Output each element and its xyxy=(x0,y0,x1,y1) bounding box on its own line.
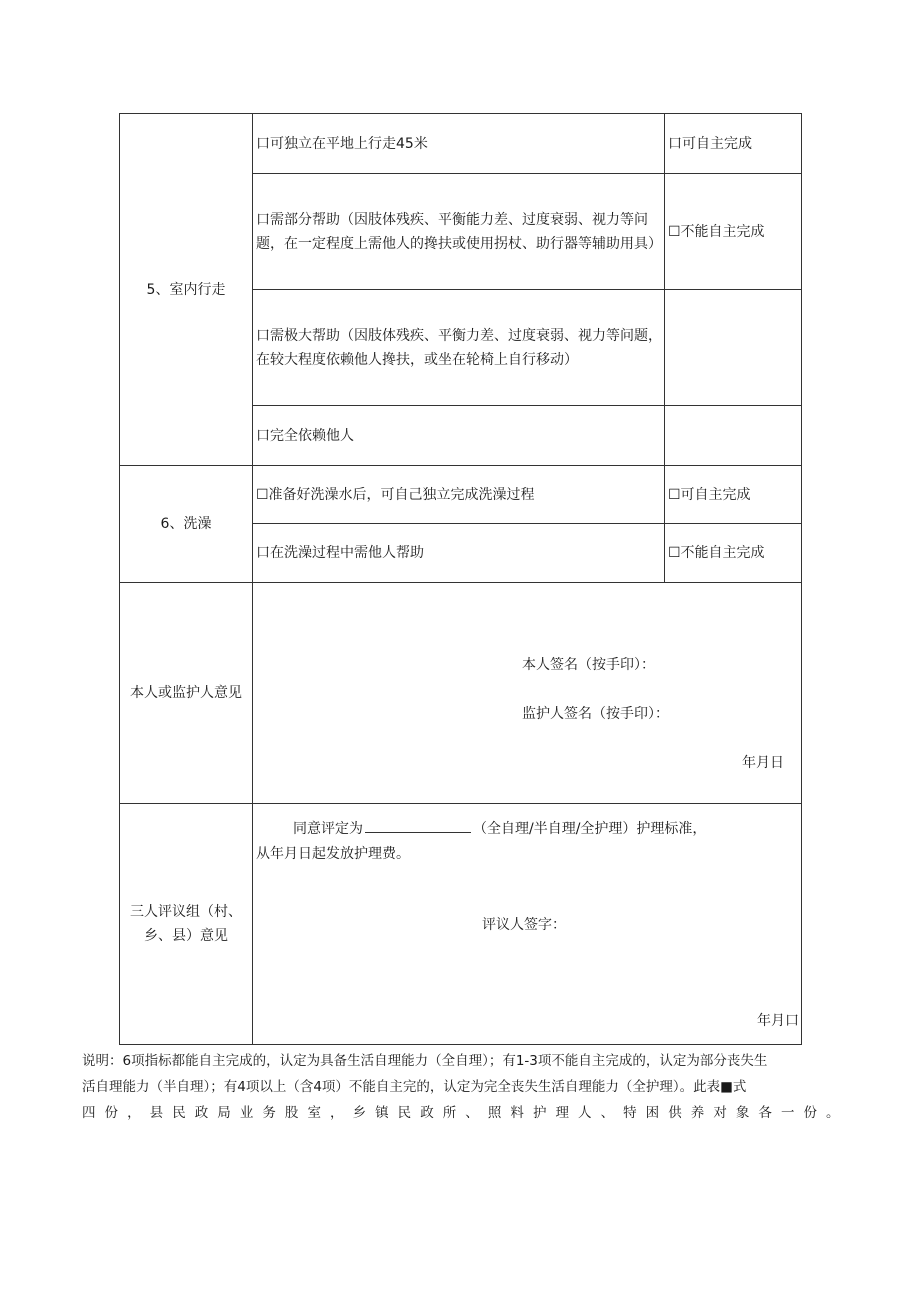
panel-opinion-cell xyxy=(253,804,802,1045)
note-char: ， xyxy=(127,1105,141,1121)
note-char: 一 xyxy=(780,1105,795,1121)
note-char: 务 xyxy=(262,1105,276,1121)
result-checkbox[interactable]: ☐不能自主完成 xyxy=(665,174,802,290)
self-opinion-label: 本人或监护人意见 xyxy=(120,583,253,804)
result-empty xyxy=(665,290,802,406)
note-line-3 xyxy=(82,1100,840,1126)
note-char: 护 xyxy=(532,1105,547,1121)
note-char: 民 xyxy=(397,1105,412,1121)
note-char: 民 xyxy=(172,1105,186,1121)
result-checkbox[interactable]: 口可自主完成 xyxy=(665,114,802,174)
option-checkbox[interactable]: 口需极大帮助（因肢体残疾、平衡力差、过度衰弱、视力等问题，在较大程度依赖他人搀扶，或坐在轮椅上自行移动） xyxy=(253,290,665,406)
note-char: 业 xyxy=(239,1105,254,1121)
option-checkbox[interactable]: 口完全依赖他人 xyxy=(253,406,665,466)
note-char: 份 xyxy=(803,1105,817,1121)
panel-signature-field[interactable]: 评议人签字： xyxy=(482,917,566,933)
option-checkbox[interactable]: 口需部分帮助（因肢体残疾、平衡能力差、过度衰弱、视力等问题，在一定程度上需他人的搀扶或使用拐杖、助行器等辅助用具） xyxy=(253,174,665,290)
note-line-1: 说明：6项指标都能自主完成的，认定为具备生活自理能力（全自理）；有1-3项不能自主完成的，认定为部分丧失生 xyxy=(82,1053,768,1069)
note-char: 人 xyxy=(578,1105,592,1121)
result-empty xyxy=(665,406,802,466)
note-char: 、 xyxy=(600,1105,615,1121)
agree-suffix: （全自理/半自理/全护理）护理标准， xyxy=(473,821,707,837)
note-char: 供 xyxy=(668,1105,682,1121)
self-opinion-cell xyxy=(253,583,802,804)
note-char: 理 xyxy=(555,1105,569,1121)
level-blank-field[interactable] xyxy=(365,818,471,833)
explanation-note xyxy=(82,1048,840,1126)
note-char: 政 xyxy=(420,1105,434,1121)
note-char: 困 xyxy=(645,1105,660,1121)
result-checkbox[interactable]: ☐可自主完成 xyxy=(665,466,802,524)
note-char: 四 xyxy=(82,1105,96,1121)
panel-opinion-label xyxy=(120,804,253,1045)
note-char: 对 xyxy=(713,1105,727,1121)
panel-label-line1: 三人评议组（村、 xyxy=(130,904,242,920)
panel-opinion-date[interactable]: 年月口 xyxy=(757,1013,799,1029)
item-label-bathing: 6、洗澡 xyxy=(120,466,253,583)
note-char: 局 xyxy=(217,1105,231,1121)
note-char: 养 xyxy=(690,1105,705,1121)
note-char: 特 xyxy=(623,1105,637,1121)
result-checkbox[interactable]: ☐不能自主完成 xyxy=(665,524,802,583)
note-char: 照 xyxy=(487,1105,502,1121)
guardian-signature-field[interactable]: 监护人签名（按手印）： xyxy=(522,706,669,722)
note-char: 象 xyxy=(735,1105,750,1121)
option-checkbox[interactable]: 口在洗澡过程中需他人帮助 xyxy=(253,524,665,583)
note-char: 各 xyxy=(758,1105,772,1121)
note-line-2: 活自理能力（半自理）；有4项以上（含4项）不能自主完的，认定为完全丧失生活自理能力（全护理）。此表■式 xyxy=(82,1079,747,1095)
note-char: 、 xyxy=(465,1105,479,1121)
self-opinion-date[interactable]: 年月日 xyxy=(742,755,784,771)
note-char: 份 xyxy=(104,1105,119,1121)
note-char: 镇 xyxy=(375,1105,389,1121)
note-char: 县 xyxy=(149,1105,164,1121)
note-char: 。 xyxy=(826,1105,840,1121)
item-label-indoor-walking: 5、室内行走 xyxy=(120,114,253,466)
start-date-line: 从年月日起发放护理费。 xyxy=(256,846,410,862)
note-char: 所 xyxy=(442,1105,457,1121)
option-checkbox[interactable]: ☐准备好洗澡水后，可自己独立完成洗澡过程 xyxy=(253,466,665,524)
option-checkbox[interactable]: 口可独立在平地上行走45米 xyxy=(253,114,665,174)
note-char: 政 xyxy=(194,1105,209,1121)
note-char: 股 xyxy=(284,1105,299,1121)
self-signature-field[interactable]: 本人签名（按手印）： xyxy=(522,657,655,673)
agree-line xyxy=(293,817,706,841)
note-char: ， xyxy=(330,1105,344,1121)
panel-label-line2: 乡、县）意见 xyxy=(144,928,228,944)
note-char: 料 xyxy=(510,1105,524,1121)
agree-prefix: 同意评定为 xyxy=(293,821,363,837)
note-char: 室 xyxy=(307,1105,321,1121)
note-char: 乡 xyxy=(352,1105,367,1121)
assessment-table xyxy=(119,113,802,1045)
